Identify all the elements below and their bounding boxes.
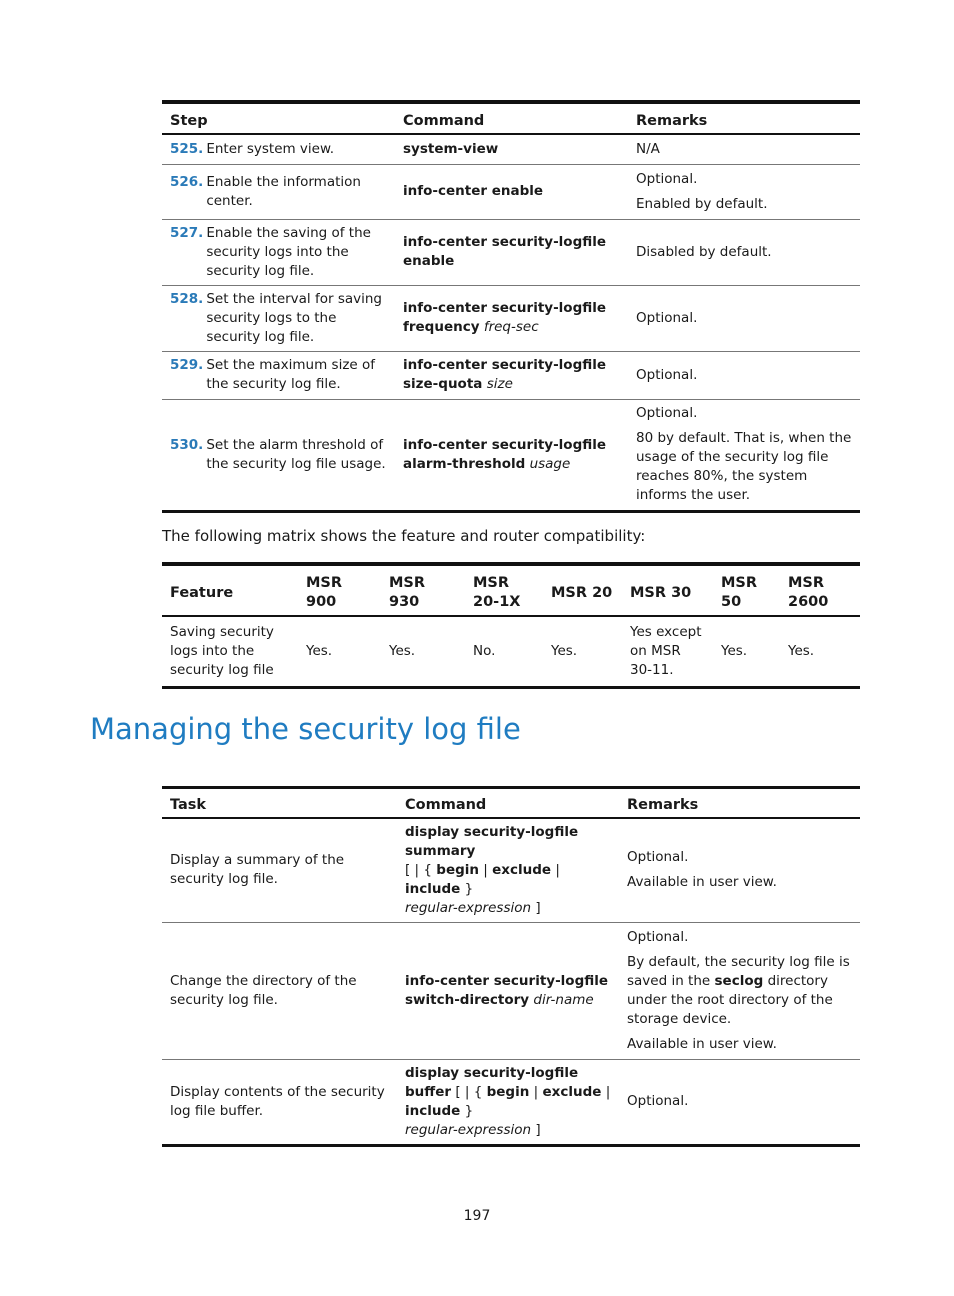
remark-text: Optional.	[627, 928, 689, 945]
column-header: MSR 20-1X	[465, 564, 543, 616]
command-syntax: }	[460, 1102, 474, 1119]
column-header: Command	[397, 788, 619, 818]
step-text: Set the interval for saving security logs to the security log file.	[206, 290, 383, 345]
column-header: MSR 50	[713, 564, 780, 616]
command-argument: size	[486, 376, 513, 392]
step-number: 528.	[170, 290, 204, 307]
intro-paragraph: The following matrix shows the feature and router compatibility:	[162, 527, 646, 545]
command-syntax: ]	[531, 899, 541, 916]
command-text: display security-logfile buffer	[405, 1064, 579, 1100]
command-syntax: }	[460, 880, 474, 897]
command-text: system-view	[403, 140, 499, 157]
remark-text: Optional.	[636, 405, 698, 421]
table-cell: Yes.	[306, 643, 333, 659]
command-argument: regular-expression	[405, 1121, 532, 1138]
table-cell: Yes.	[551, 643, 578, 659]
steps-table	[162, 100, 860, 513]
table-cell: Yes.	[389, 643, 416, 659]
page-number: 197	[463, 1208, 491, 1224]
column-header: MSR 30	[622, 564, 713, 616]
command-cell	[395, 351, 628, 399]
command-cell	[395, 164, 628, 219]
table-row	[162, 285, 860, 351]
command-text: info-center security-logfile frequency	[403, 300, 607, 335]
command-keyword: include	[405, 880, 461, 897]
remarks-cell	[628, 399, 860, 511]
step-number: 527.	[170, 224, 204, 241]
table-cell: Yes.	[788, 643, 815, 659]
step-number: 529.	[170, 357, 204, 373]
step-number: 530.	[170, 436, 204, 453]
column-header: Command	[395, 102, 628, 134]
remarks-cell	[628, 134, 860, 164]
step-text: Set the maximum size of the security log file.	[206, 357, 376, 392]
remark-text-part: directory under the root directory of the storage device.	[627, 972, 833, 1027]
command-argument: freq-sec	[483, 319, 539, 335]
command-text: info-center enable	[403, 183, 544, 199]
table-row	[162, 818, 860, 923]
table-row	[162, 922, 860, 1059]
table-row	[162, 164, 860, 219]
table-header-row	[162, 564, 860, 616]
task-cell: Change the directory of the security log file.	[162, 922, 397, 1059]
step-cell	[162, 219, 395, 285]
remarks-cell	[628, 164, 860, 219]
remark-text: Enabled by default.	[636, 195, 768, 212]
command-syntax: |	[529, 1083, 543, 1100]
remark-text: Available in user view.	[627, 874, 777, 890]
command-cell	[395, 399, 628, 511]
column-header: MSR 930	[381, 564, 465, 616]
remark-text-part: By default, the security log file is saved in the	[627, 953, 850, 989]
remark-text: Optional.	[636, 309, 698, 326]
step-cell	[162, 134, 395, 164]
remark-text: 80 by default. That is, when the usage of the security log file reaches 80%, the system informs the user.	[636, 430, 852, 503]
command-cell	[397, 922, 619, 1059]
remarks-cell	[628, 351, 860, 399]
remarks-cell	[619, 1059, 860, 1145]
step-text: Enable the information center.	[206, 173, 361, 209]
table-row	[162, 351, 860, 399]
command-syntax: |	[601, 1083, 611, 1100]
remarks-cell	[619, 922, 860, 1059]
command-text: info-center security-logfile enable	[403, 234, 607, 269]
step-cell	[162, 399, 395, 511]
table-row	[162, 219, 860, 285]
command-syntax: [ | {	[405, 861, 437, 878]
table-cell: Yes.	[721, 643, 748, 659]
column-header: MSR 2600	[780, 564, 860, 616]
column-header: Step	[162, 102, 395, 134]
step-number: 525.	[170, 140, 204, 157]
compatibility-matrix	[162, 562, 860, 689]
column-header: Remarks	[619, 788, 860, 818]
command-cell	[395, 219, 628, 285]
step-number: 526.	[170, 173, 204, 190]
remark-text: Disabled by default.	[636, 243, 772, 260]
remark-text: Optional.	[636, 366, 698, 383]
command-argument: usage	[529, 455, 571, 472]
column-header: Task	[162, 788, 397, 818]
command-cell	[395, 134, 628, 164]
column-header: Remarks	[628, 102, 860, 134]
command-text: display security-logfile summary	[405, 823, 579, 859]
column-header: Feature	[162, 564, 298, 616]
command-keyword: exclude	[492, 861, 552, 878]
remark-text: N/A	[636, 140, 660, 157]
remark-text: Optional.	[636, 170, 698, 187]
remarks-cell	[619, 818, 860, 923]
remark-text: Available in user view.	[627, 1035, 777, 1052]
command-cell	[395, 285, 628, 351]
command-text: info-center security-logfile size-quota	[403, 357, 607, 392]
step-text: Enable the saving of the security logs into the security log file.	[206, 224, 371, 279]
table-row	[162, 1059, 860, 1145]
command-syntax: [ | {	[451, 1083, 487, 1100]
table-row	[162, 616, 860, 688]
command-cell	[397, 818, 619, 923]
command-syntax: ]	[531, 1121, 541, 1138]
table-row	[162, 134, 860, 164]
remark-text: Optional.	[627, 849, 689, 865]
command-keyword: exclude	[542, 1083, 602, 1100]
command-keyword: begin	[436, 861, 480, 878]
table-header-row	[162, 788, 860, 818]
step-cell	[162, 164, 395, 219]
command-cell	[397, 1059, 619, 1145]
table-cell: No.	[473, 643, 496, 659]
section-heading: Managing the security log file	[90, 712, 521, 746]
column-header: MSR 20	[543, 564, 622, 616]
command-syntax: |	[479, 861, 493, 878]
column-header: MSR 900	[298, 564, 381, 616]
remark-text	[627, 953, 852, 1029]
step-cell	[162, 351, 395, 399]
remark-text: Optional.	[627, 1093, 689, 1109]
remarks-cell	[628, 285, 860, 351]
step-cell	[162, 285, 395, 351]
command-syntax: |	[551, 861, 560, 878]
remarks-cell	[628, 219, 860, 285]
step-text: Enter system view.	[206, 140, 335, 157]
tasks-table	[162, 786, 860, 1147]
table-cell: Saving security logs into the security log file	[170, 624, 274, 678]
directory-name: seclog	[714, 972, 764, 989]
table-header-row	[162, 102, 860, 134]
table-row	[162, 399, 860, 511]
task-cell: Display a summary of the security log file.	[162, 818, 397, 923]
table-cell: Yes except on MSR 30-11.	[630, 624, 702, 678]
command-argument: regular-expression	[405, 899, 532, 916]
command-text: info-center security-logfile alarm-threshold	[403, 436, 607, 472]
command-text: info-center security-logfile switch-directory	[405, 972, 609, 1008]
step-text: Set the alarm threshold of the security log file usage.	[206, 436, 386, 472]
command-keyword: include	[405, 1102, 461, 1119]
task-cell: Display contents of the security log file buffer.	[170, 1083, 385, 1119]
command-keyword: begin	[486, 1083, 530, 1100]
command-argument: dir-name	[533, 991, 594, 1008]
